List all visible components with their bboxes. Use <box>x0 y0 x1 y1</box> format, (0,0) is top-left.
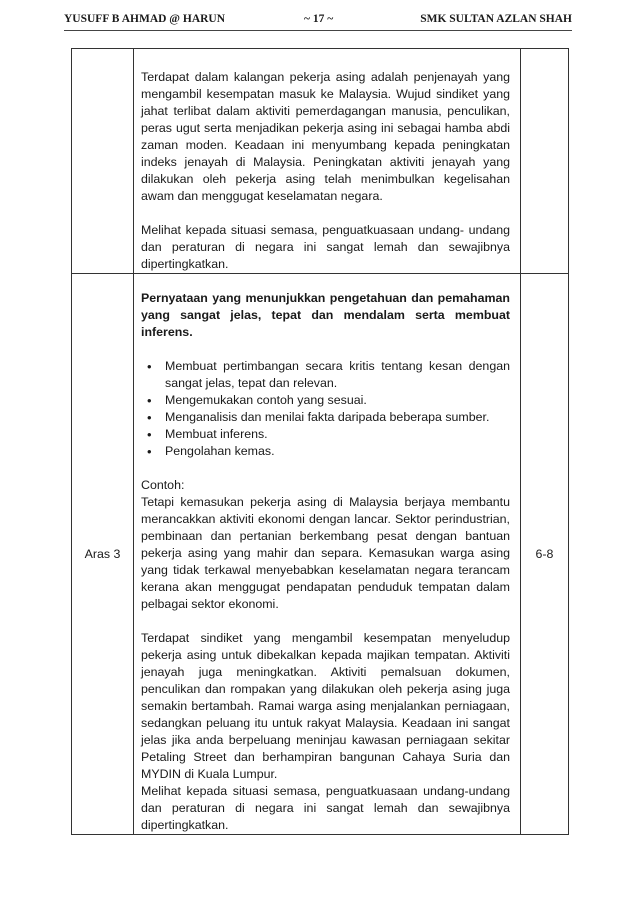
score-cell: 6-8 <box>521 274 569 835</box>
header-author: YUSUFF B AHMAD @ HARUN <box>64 13 226 25</box>
list-item: • Pengolahan kemas. <box>165 443 510 460</box>
rubric-row-continued <box>72 49 569 274</box>
content-cell <box>134 49 521 274</box>
criteria-list <box>141 358 510 460</box>
content-cell <box>134 274 521 835</box>
header-school: SMK SULTAN AZLAN SHAH <box>420 13 572 25</box>
level-cell: Aras 3 <box>72 274 134 835</box>
paragraph: Melihat kepada situasi semasa, penguatkuasaan undang-undang dan peraturan di negara ini sangat lemah dan sewajibnya dipertingkatkan. <box>141 784 510 832</box>
paragraph: Terdapat dalam kalangan pekerja asing adalah penjenayah yang mengambil kesempatan masuk ke Malaysia. Wujud sindiket yang jahat terlibat dalam aktiviti pemerdagangan manusia, penculikan, peras ugut serta menjadikan pekerja asing ini sebagai hamba abdi zaman moden. Keadaan ini menyumbang kepada peningkatan indeks jenayah di Malaysia. Peningkatan aktiviti jenayah yang dilakukan oleh pekerja asing telah menimbulkan kegelisahan awam dan menggugat keselamatan negara. <box>141 70 510 203</box>
list-item: • Mengemukakan contoh yang sesuai. <box>165 392 510 409</box>
paragraph: Melihat kepada situasi semasa, penguatkuasaan undang- undang dan peraturan di negara ini sangat lemah dan sewajibnya dipertingkatkan. <box>141 223 510 271</box>
list-item: • Membuat pertimbangan secara kritis tentang kesan dengan sangat jelas, tepat dan relevan. <box>165 358 510 392</box>
paragraph: Terdapat sindiket yang mengambil kesempatan menyeludup pekerja asing untuk dibekalkan kepada majikan tempatan. Aktiviti jenayah juga meningkatkan. Aktiviti pemalsuan dokumen, penculikan dan rompakan yang dilakukan oleh pekerja asing juga semakin bertambah. Ramai warga asing menjalankan perniagaan, sedangkan peluang itu untuk rakyat Malaysia. Keadaan ini sangat jelas jika anda berpeluang meninjau kawasan perniagaan sekitar Petaling Street dan berhampiran bangunan Cahaya Suria dan MYDIN di Kuala Lumpur. <box>141 631 510 781</box>
score-cell <box>521 49 569 274</box>
paragraph: Tetapi kemasukan pekerja asing di Malaysia berjaya membantu merancakkan aktiviti ekonomi dengan lancar. Sektor perindustrian, pembinaan dan pertanian berkembang pesat dengan bantuan pekerja asing yang mahir dan separa. Kemasukan warga asing yang tidak terkawal menyebabkan keselamatan negara terancam kerana akan menggugat pendapatan penduduk tempatan dalam pelbagai sektor ekonomi. <box>141 495 510 611</box>
rubric-table <box>71 48 569 835</box>
header-page-number: ~ 17 ~ <box>304 13 334 25</box>
level-cell <box>72 49 134 274</box>
example-label: Contoh: <box>141 478 185 492</box>
list-item: • Menganalisis dan menilai fakta daripada beberapa sumber. <box>165 409 510 426</box>
rubric-row-aras-3 <box>72 274 569 835</box>
list-item: • Membuat inferens. <box>165 426 510 443</box>
page-header <box>64 10 572 31</box>
criteria-heading: Pernyataan yang menunjukkan pengetahuan dan pemahaman yang sangat jelas, tepat dan mendalam serta membuat inferens. <box>141 291 510 339</box>
